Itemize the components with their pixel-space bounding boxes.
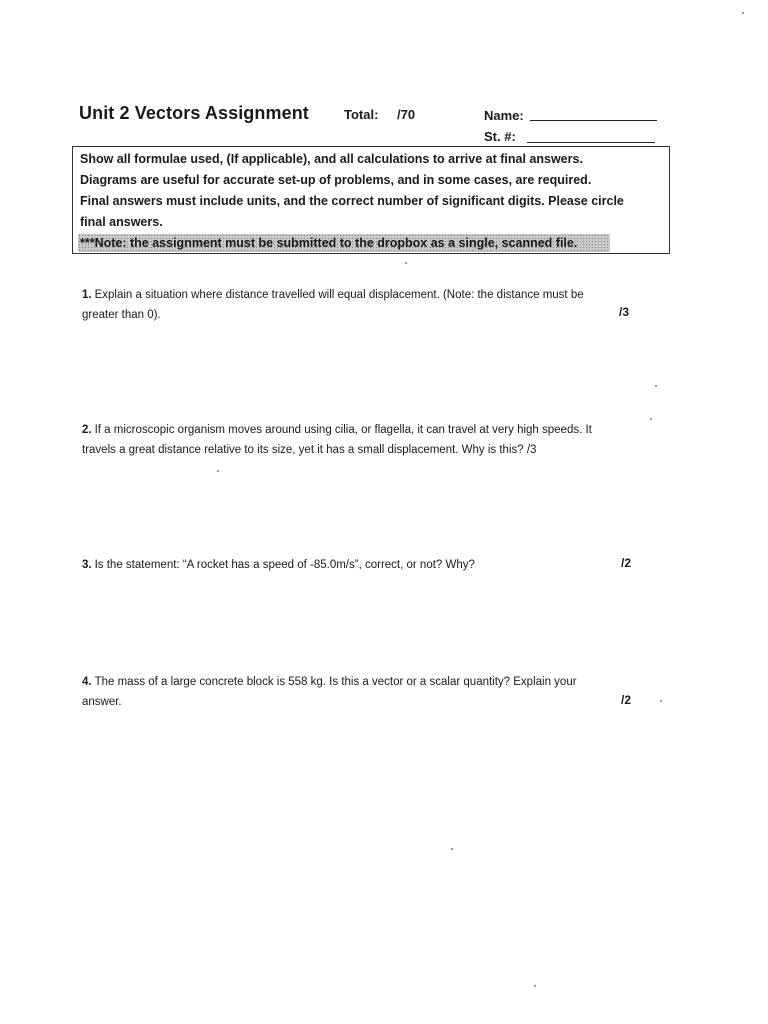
instruction-line: Diagrams are useful for accurate set-up of problems, and in some cases, are required. [80,173,592,187]
submission-note: ***Note: the assignment must be submitted to the dropbox as a single, scanned file. [78,234,610,252]
question-number: 1. [82,289,92,301]
student-number-blank-line[interactable] [527,142,655,143]
question-text: Explain a situation where distance travelled will equal displacement. (Note: the distance must be [94,289,584,301]
question-number: 4. [82,676,92,688]
question-4-marks: /2 [621,693,632,707]
question-4 [82,672,577,692]
question-text: If a microscopic organism moves around using cilia, or flagella, it can travel at very high speeds. It [94,424,592,436]
question-1-continued [82,305,161,325]
question-text: The mass of a large concrete block is 558 kg. Is this a vector or a scalar quantity? Explain your [94,676,577,688]
name-blank-line[interactable] [530,120,657,121]
scan-speck [534,985,536,987]
instruction-line: final answers. [80,215,163,229]
instructions-box [72,146,670,254]
question-3 [82,555,475,575]
scan-speck [742,12,744,14]
question-text: Is the statement: “A rocket has a speed of -85.0m/s”, correct, or not? Why? [94,559,475,571]
question-number: 2. [82,424,92,436]
total-label: Total: [344,107,379,122]
page-title: Unit 2 Vectors Assignment [79,103,309,123]
question-text: travels a great distance relative to its size, yet it has a small displacement. Why is this? /3 [82,444,537,456]
name-label: Name: [484,108,524,123]
instruction-line: Show all formulae used, (If applicable), and all calculations to arrive at final answers. [80,152,583,166]
question-text: greater than 0). [82,309,161,321]
scan-speck [660,700,662,702]
total-value: /70 [397,107,416,122]
question-1-marks: /3 [619,305,630,319]
question-text: answer. [82,696,122,708]
question-2-continued [82,440,536,460]
student-number-label: St. #: [484,129,516,144]
question-4-continued [82,692,122,712]
scan-speck [451,848,453,850]
scan-speck [405,262,407,264]
scan-speck [217,470,219,472]
question-number: 3. [82,559,92,571]
question-2 [82,420,592,440]
scan-speck [650,418,652,420]
scan-speck [655,385,657,387]
instruction-line: Final answers must include units, and the correct number of significant digits. Please circle [80,194,624,208]
question-3-marks: /2 [621,556,632,570]
question-1 [82,285,584,305]
